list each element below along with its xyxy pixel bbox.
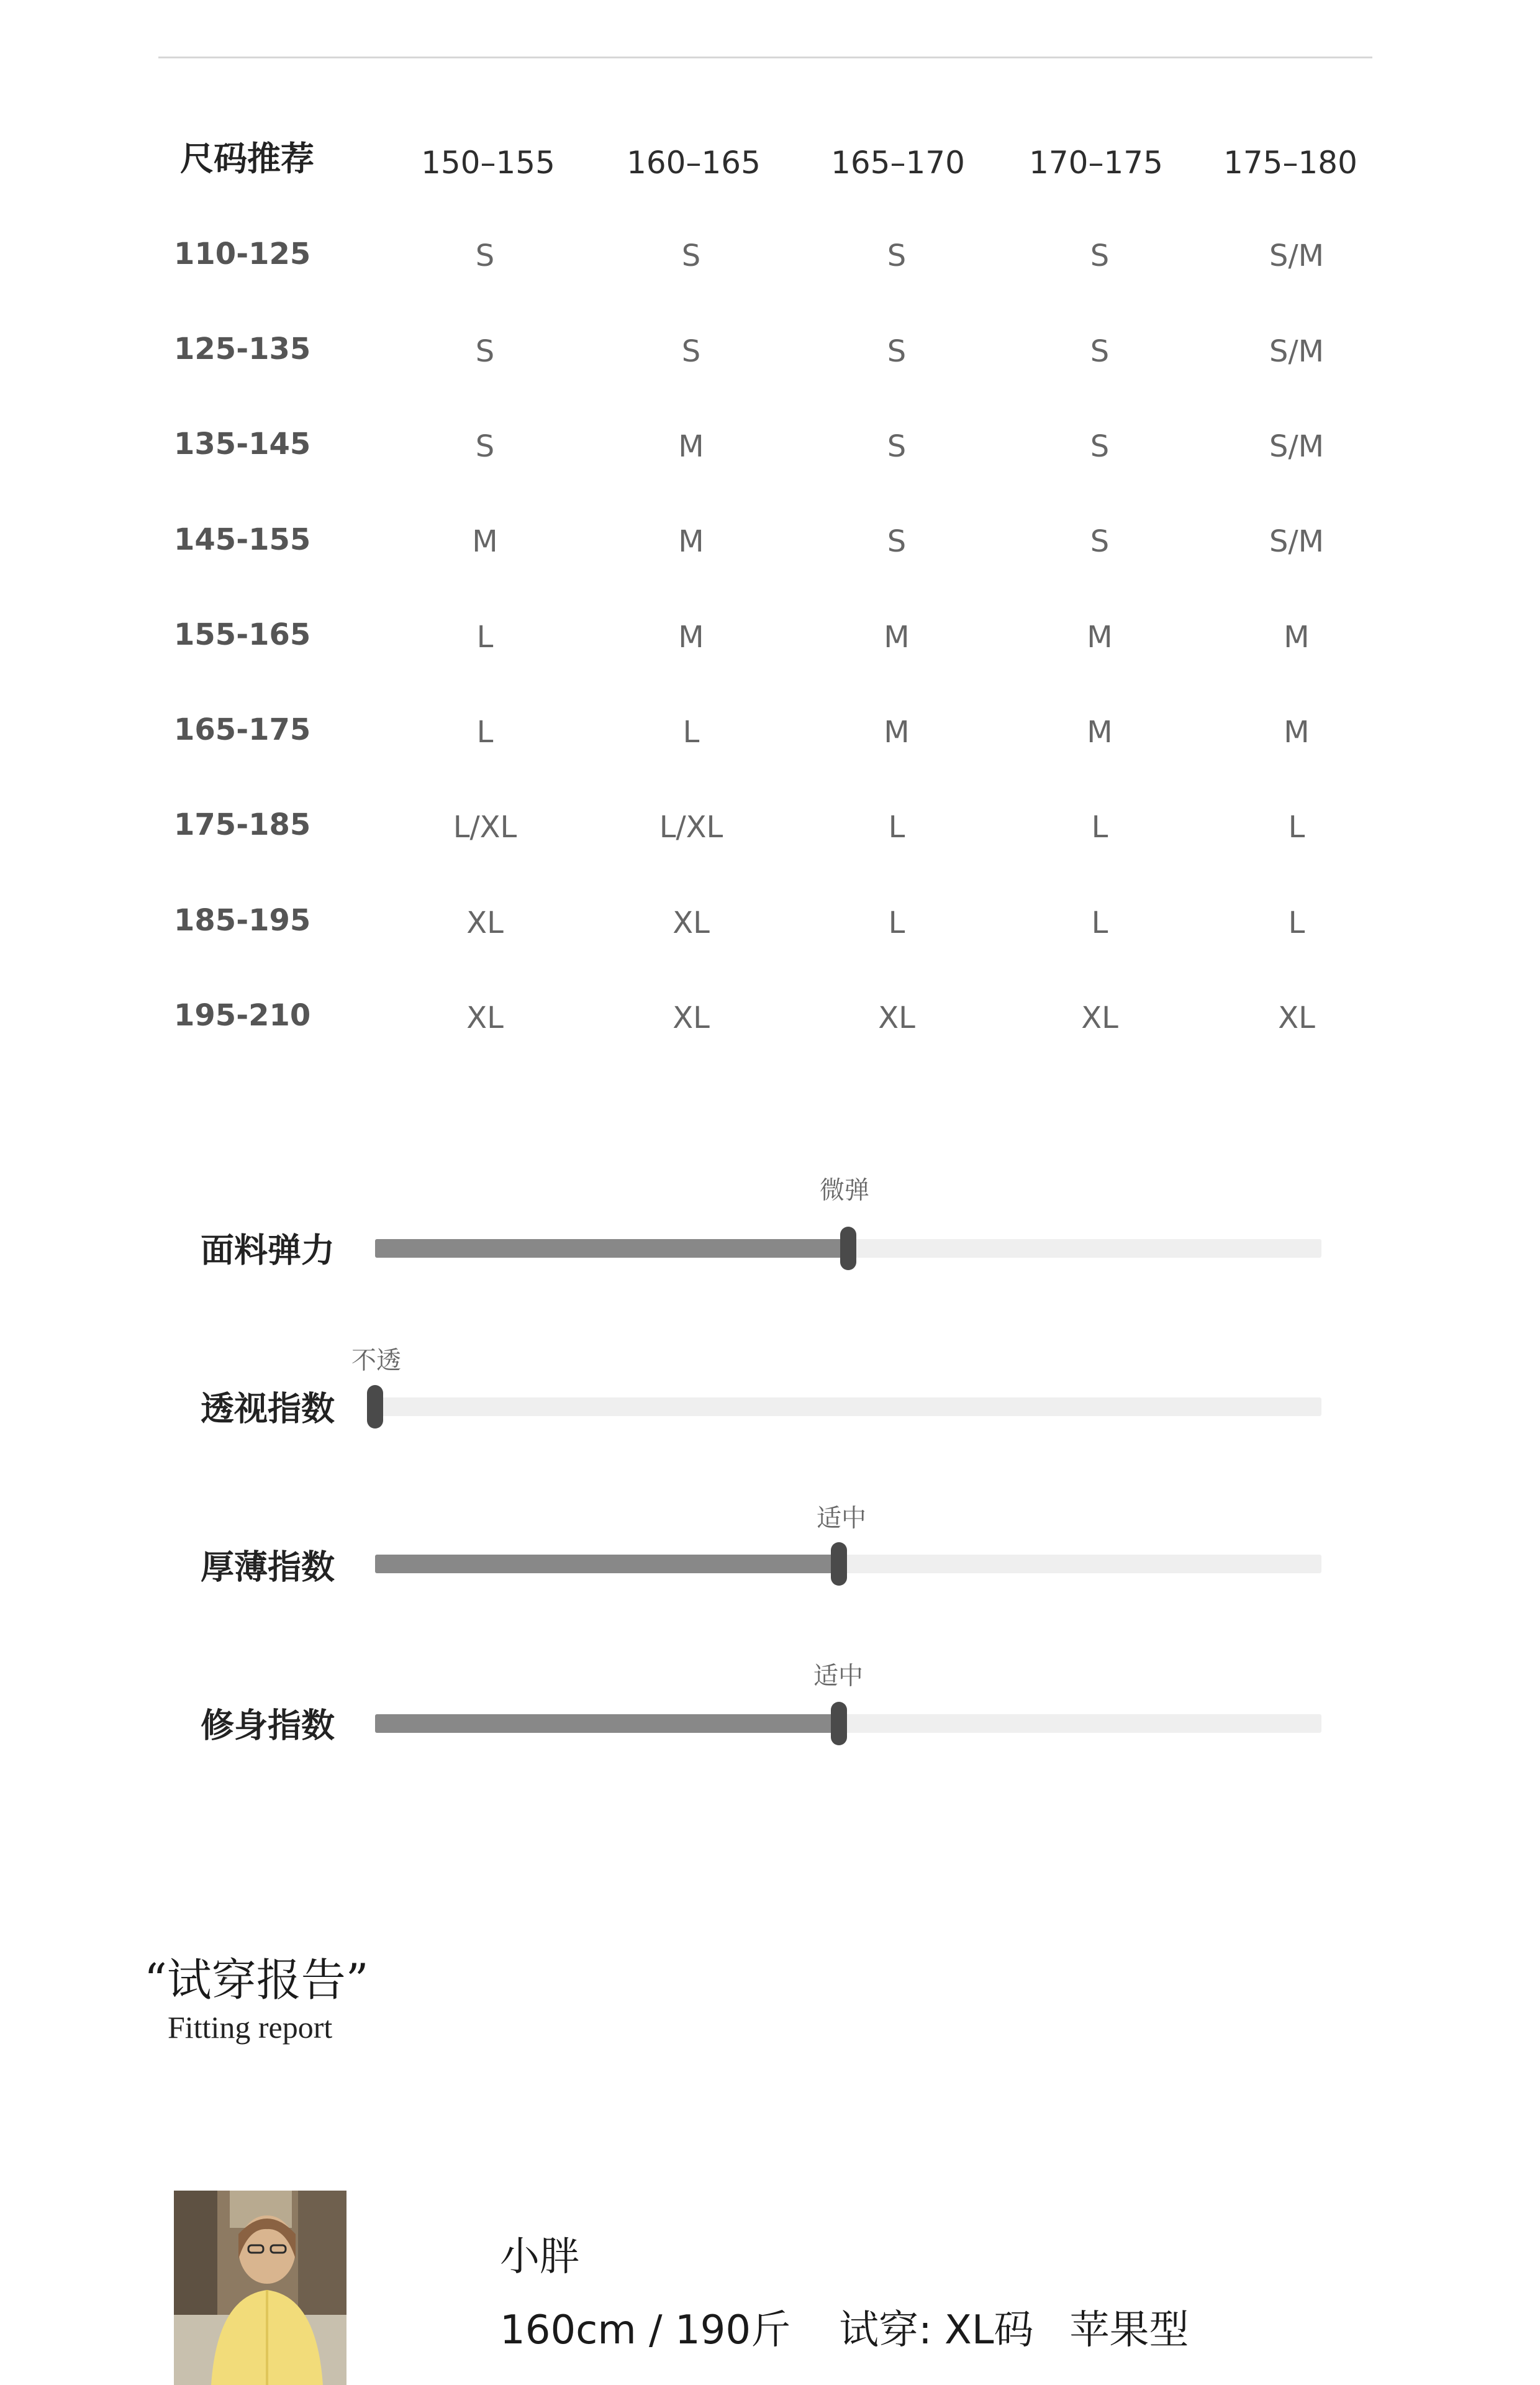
size-cell: L/XL [453,810,517,845]
slider-knob [831,1542,847,1586]
slider-track [375,1397,1321,1416]
slider-knob [831,1702,847,1745]
slider-value-label: 微弹 [820,1176,869,1205]
slider-knob [840,1227,856,1270]
size-cell: S [1090,334,1110,369]
size-cell: M [884,715,910,750]
size-cell: XL [1278,1001,1315,1035]
size-cell: XL [673,906,710,940]
size-cell: XL [466,1001,504,1035]
size-cell: S/M [1269,238,1325,273]
slider-label: 修身指数 [201,1706,335,1745]
slider-fill [375,1555,839,1573]
size-cell: L [682,715,700,750]
size-cell: L [888,810,905,845]
size-cell: S [887,238,907,273]
weight-row-label: 175-185 [174,807,311,842]
size-cell: S [681,334,701,369]
size-cell: S [475,429,495,464]
size-cell: L [1288,906,1305,940]
weight-row-label: 125-135 [174,332,311,366]
size-cell: XL [466,906,504,940]
weight-row-label: 185-195 [174,903,311,938]
size-cell: M [884,620,910,655]
size-cell: XL [673,1001,710,1035]
model-height-weight: 160cm / 190斤 [500,2307,791,2353]
slider-fill [375,1239,848,1258]
size-cell: M [678,429,704,464]
model-trial-size: 试穿: XL码 [839,2307,1034,2353]
height-column-header: 170–175 [1029,145,1163,181]
size-cell: S [887,334,907,369]
size-cell: XL [1081,1001,1118,1035]
model-body-type: 苹果型 [1069,2307,1189,2353]
size-cell: L [888,906,905,940]
slider-value-label: 适中 [813,1661,863,1691]
weight-row-label: 165-175 [174,712,311,747]
model-stats [500,2298,1189,2355]
size-cell: M [1284,620,1310,655]
size-cell: L [476,620,494,655]
size-cell: M [1284,715,1310,750]
size-cell: S [1090,429,1110,464]
size-cell: L/XL [659,810,723,845]
size-cell: L [1288,810,1305,845]
slider-knob [367,1385,383,1429]
size-cell: L [1091,906,1108,940]
weight-row-label: 195-210 [174,998,311,1033]
weight-row-label: 110-125 [174,237,311,271]
slider-label: 面料弹力 [201,1230,335,1270]
fitting-report-title: “试穿报告” [144,1954,369,2006]
weight-row-label: 145-155 [174,522,311,557]
fitting-report-subtitle: Fitting report [168,2010,333,2045]
size-cell: S [475,238,495,273]
slider-track [375,1555,1321,1573]
size-cell: M [1087,715,1113,750]
size-cell: L [476,715,494,750]
size-cell: XL [878,1001,915,1035]
size-cell: S [1090,238,1110,273]
size-cell: S/M [1269,524,1325,559]
size-cell: S/M [1269,334,1325,369]
height-column-header: 165–170 [831,145,965,181]
size-cell: S [887,429,907,464]
height-column-header: 150–155 [421,145,555,181]
size-cell: S [681,238,701,273]
size-recommendation-table [0,0,1540,1068]
slider-track [375,1714,1321,1733]
size-cell: M [472,524,498,559]
slider-label: 透视指数 [201,1389,335,1429]
size-cell: S [887,524,907,559]
table-corner-label: 尺码推荐 [180,139,314,178]
weight-row-label: 155-165 [174,617,311,652]
size-cell: M [678,524,704,559]
model-photo [174,2191,346,2385]
slider-value-label: 适中 [817,1504,866,1533]
model-name: 小胖 [500,2234,579,2280]
height-column-header: 160–165 [627,145,761,181]
size-cell: M [678,620,704,655]
size-cell: M [1087,620,1113,655]
size-cell: L [1091,810,1108,845]
size-cell: S [1090,524,1110,559]
slider-fill [375,1714,839,1733]
slider-label: 厚薄指数 [201,1547,335,1587]
slider-track [375,1239,1321,1258]
weight-row-label: 135-145 [174,427,311,461]
height-column-header: 175–180 [1223,145,1357,181]
slider-value-label: 不透 [351,1346,401,1375]
size-cell: S [475,334,495,369]
size-cell: S/M [1269,429,1325,464]
